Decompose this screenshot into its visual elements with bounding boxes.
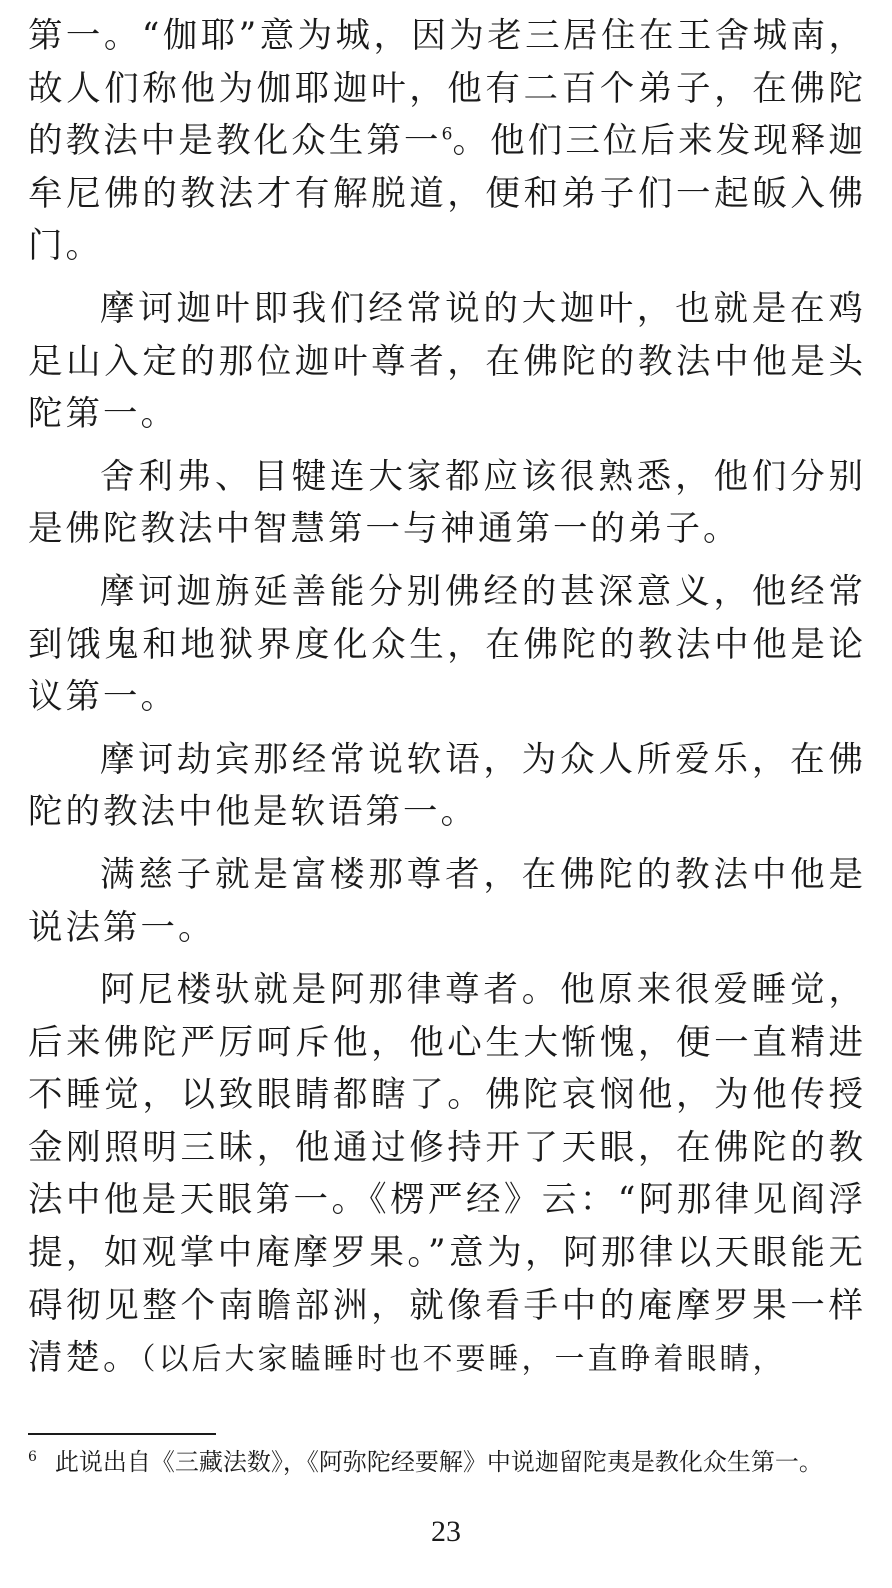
paragraph-7-aside: （以后大家瞌睡时也不要睡，一直睁着眼睛， [140, 1342, 786, 1378]
footnote [28, 1446, 878, 1478]
footnote-text: 此说出自《三藏法数》，《阿弥陀经要解》中说迦留陀夷是教化众生第一。 [54, 1448, 823, 1476]
paragraph-2: 摩诃迦叶即我们经常说的大迦叶，也就是在鸡足山入定的那位迦叶尊者，在佛陀的教法中他是头陀第一。 [28, 288, 866, 435]
footnote-divider [28, 1433, 216, 1435]
paragraph-1 [28, 10, 866, 273]
paragraph-7-text: 阿尼楼驮就是阿那律尊者。他原来很爱睡觉，后来佛陀严厉呵斥他，他心生大惭愧，便一直精进不睡觉，以致眼睛都瞎了。佛陀哀悯他，为他传授金刚照明三昧，他通过修持开了天眼，在佛陀的教法中他是天眼第一。《楞严经》云：“阿那律见阎浮提，如观掌中庵摩罗果。”意为，阿那律以天眼能无碍彻见整个南瞻部洲，就像看手中的庵摩罗果一样清楚。 [28, 970, 866, 1379]
paragraph-5: 摩诃劫宾那经常说软语，为众人所爱乐，在佛陀的教法中他是软语第一。 [28, 739, 866, 833]
footnote-reference[interactable]: 6 [441, 124, 453, 145]
paragraph-1-text-cont: 。他们三位后来发现释迦牟尼佛的教法才有解脱道，便和弟子们一起皈入佛门。 [28, 121, 867, 267]
page-body [28, 10, 866, 1397]
paragraph-6: 满慈子就是富楼那尊者，在佛陀的教法中他是说法第一。 [28, 854, 866, 948]
paragraph-4: 摩诃迦旃延善能分别佛经的甚深意义，他经常到饿鬼和地狱界度化众生，在佛陀的教法中他是论议第一。 [28, 571, 866, 718]
paragraph-3: 舍利弗、目犍连大家都应该很熟悉，他们分别是佛陀教法中智慧第一与神通第一的弟子。 [28, 456, 866, 550]
page-number: 23 [431, 1515, 461, 1548]
paragraph-7 [28, 964, 866, 1387]
footnote-mark: 6 [28, 1449, 37, 1465]
paragraph-1-text: 第一。“伽耶”意为城，因为老三居住在王舍城南，故人们称他为伽耶迦叶，他有二百个弟子，在佛陀的教法中是教化众生第一 [28, 16, 866, 162]
